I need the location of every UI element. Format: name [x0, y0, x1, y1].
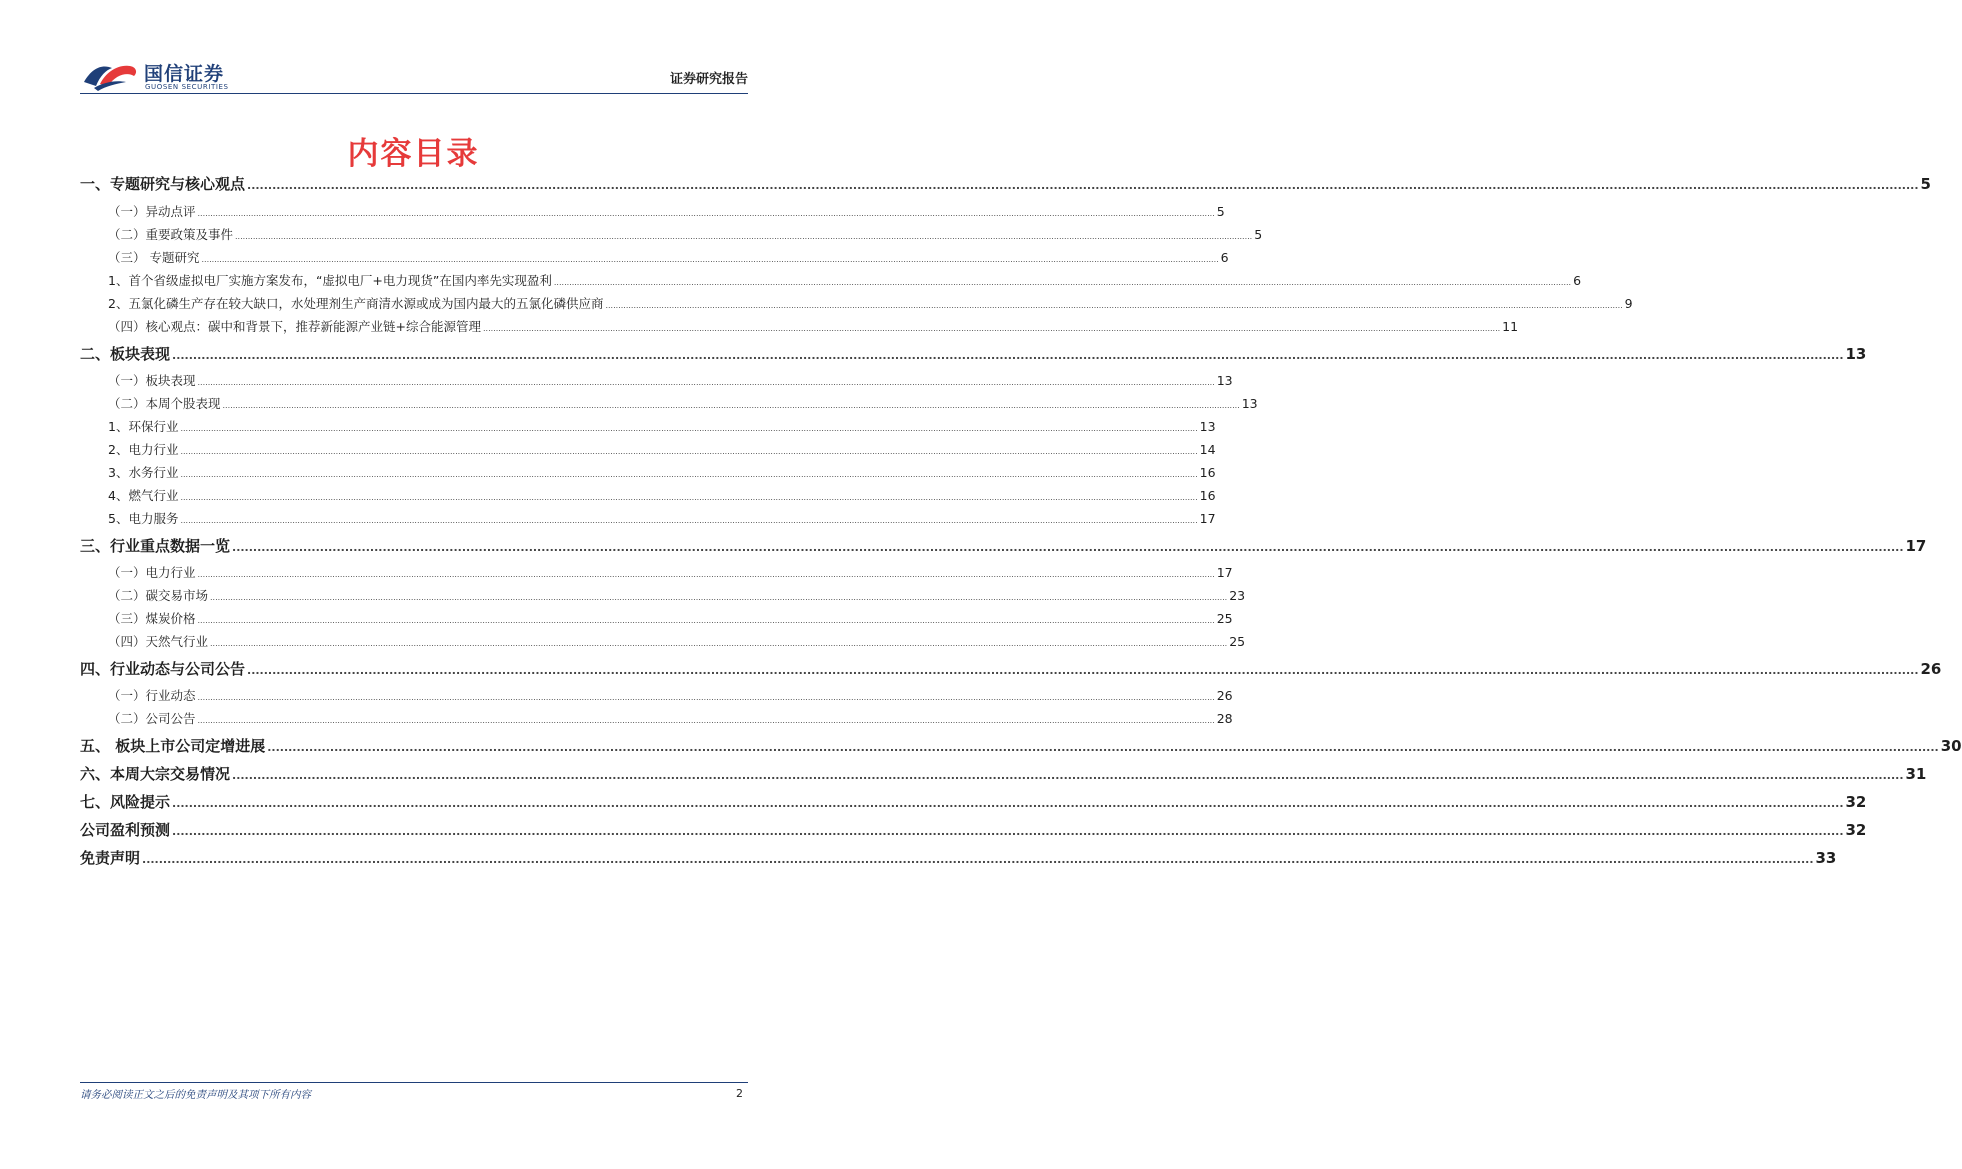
toc-entry[interactable]	[80, 709, 1233, 727]
toc-entry[interactable]	[80, 294, 1633, 312]
toc-leader-dots: ................................................................................................................................................................................................................................................................................................................................................................................................................	[172, 797, 1844, 810]
toc-entry-page: 23	[1229, 588, 1246, 603]
toc-entry-page: 13	[1845, 345, 1867, 363]
toc-entry[interactable]	[80, 847, 1837, 869]
toc-entry-page: 17	[1199, 511, 1216, 526]
toc-entry-page: 17	[1216, 565, 1233, 580]
toc-entry[interactable]	[80, 173, 1931, 195]
toc-entry[interactable]	[80, 509, 1216, 527]
toc-entry-label: （三） 专题研究	[108, 250, 200, 265]
toc-entry-page: 5	[1216, 204, 1225, 219]
toc-entry[interactable]	[80, 486, 1216, 504]
toc-title: 内容目录	[347, 136, 480, 172]
toc-entry-page: 25	[1216, 611, 1233, 626]
toc-entry-page: 13	[1199, 419, 1216, 434]
toc-leader-dots: ................................................................................................................................................................................................................................................................................................................................................................................................................	[605, 301, 1623, 310]
toc-leader-dots: ................................................................................................................................................................................................................................................................................................................................................................................................................	[172, 825, 1844, 838]
toc-entry-label: （一）板块表现	[108, 373, 196, 388]
toc-leader-dots: ................................................................................................................................................................................................................................................................................................................................................................................................................	[197, 616, 1215, 625]
toc-entry-page: 14	[1199, 442, 1216, 457]
toc-leader-dots: ................................................................................................................................................................................................................................................................................................................................................................................................................	[197, 378, 1215, 387]
toc-entry-label: 1、环保行业	[108, 419, 179, 434]
toc-entry-page: 13	[1241, 396, 1258, 411]
toc-entry-label: 五、 板块上市公司定增进展	[80, 737, 266, 755]
toc-entry-label: 1、首个省级虚拟电厂实施方案发布，“虚拟电厂+电力现货”在国内率先实现盈利	[108, 273, 552, 288]
toc-entry[interactable]	[80, 463, 1216, 481]
toc-leader-dots: ................................................................................................................................................................................................................................................................................................................................................................................................................	[247, 179, 1919, 192]
toc-entry-page: 26	[1216, 688, 1233, 703]
toc-entry-page: 9	[1624, 296, 1633, 311]
toc-entry[interactable]	[80, 371, 1233, 389]
toc-entry-label: （四）核心观点：碳中和背景下，推荐新能源产业链+综合能源管理	[108, 319, 481, 334]
toc-leader-dots: ................................................................................................................................................................................................................................................................................................................................................................................................................	[210, 639, 1228, 648]
toc-entry[interactable]	[80, 271, 1582, 289]
toc-leader-dots: ................................................................................................................................................................................................................................................................................................................................................................................................................	[482, 324, 1501, 333]
toc-entry-page: 25	[1229, 634, 1246, 649]
toc-entry[interactable]	[80, 343, 1867, 365]
guosen-logo-icon	[80, 58, 140, 92]
toc-entry[interactable]	[80, 563, 1233, 581]
toc-entry-label: 七、风险提示	[80, 793, 171, 811]
toc-entry-page: 28	[1216, 711, 1233, 726]
toc-entry-label: 一、专题研究与核心观点	[80, 175, 246, 193]
toc-entry-label: （三）煤炭价格	[108, 611, 196, 626]
toc-entry-page: 16	[1199, 488, 1216, 503]
toc-entry-label: 二、板块表现	[80, 345, 171, 363]
report-type-label: 证券研究报告	[669, 72, 748, 87]
toc-entry[interactable]	[80, 202, 1225, 220]
footer-divider	[80, 1082, 748, 1083]
toc-entry-label: （四）天然气行业	[108, 634, 209, 649]
toc-entry-page: 6	[1220, 250, 1229, 265]
toc-entry[interactable]	[80, 791, 1867, 813]
toc-leader-dots: ................................................................................................................................................................................................................................................................................................................................................................................................................	[180, 493, 1198, 502]
toc-entry-label: 2、电力行业	[108, 442, 179, 457]
toc-entry-page: 6	[1573, 273, 1582, 288]
toc-entry[interactable]	[80, 632, 1246, 650]
toc-entry-label: （一）行业动态	[108, 688, 196, 703]
toc-entry[interactable]	[80, 417, 1216, 435]
toc-entry-page: 5	[1254, 227, 1263, 242]
toc-leader-dots: ................................................................................................................................................................................................................................................................................................................................................................................................................	[197, 570, 1215, 579]
toc-entry[interactable]	[80, 317, 1519, 335]
page-header	[80, 56, 748, 96]
toc-entry[interactable]	[80, 394, 1258, 412]
toc-leader-dots: ................................................................................................................................................................................................................................................................................................................................................................................................................	[232, 541, 1904, 554]
toc-entry-label: 2、五氯化磷生产存在较大缺口，水处理剂生产商清水源或成为国内最大的五氯化磷供应商	[108, 296, 604, 311]
toc-entry-label: （一）电力行业	[108, 565, 196, 580]
toc-entry-label: 三、行业重点数据一览	[80, 537, 231, 555]
toc-entry-label: 4、燃气行业	[108, 488, 179, 503]
toc-entry[interactable]	[80, 819, 1867, 841]
toc-entry-label: 5、电力服务	[108, 511, 179, 526]
page-number: 2	[736, 1087, 743, 1100]
toc-entry-label: （二）公司公告	[108, 711, 196, 726]
brand-name: 国信证券	[144, 63, 225, 85]
footer-disclaimer-note: 请务必阅读正文之后的免责声明及其项下所有内容	[80, 1089, 311, 1101]
toc-entry-page: 31	[1905, 765, 1927, 783]
toc-entry-page: 32	[1845, 821, 1867, 839]
toc-leader-dots: ................................................................................................................................................................................................................................................................................................................................................................................................................	[222, 401, 1240, 410]
toc-leader-dots: ................................................................................................................................................................................................................................................................................................................................................................................................................	[142, 853, 1814, 866]
toc-leader-dots: ................................................................................................................................................................................................................................................................................................................................................................................................................	[267, 741, 1939, 754]
toc-leader-dots: ................................................................................................................................................................................................................................................................................................................................................................................................................	[553, 278, 1572, 287]
toc-entry-page: 17	[1905, 537, 1927, 555]
toc-entry[interactable]	[80, 609, 1233, 627]
toc-leader-dots: ................................................................................................................................................................................................................................................................................................................................................................................................................	[232, 769, 1904, 782]
toc-entry[interactable]	[80, 686, 1233, 704]
toc-entry[interactable]	[80, 658, 1942, 680]
toc-entry-page: 13	[1216, 373, 1233, 388]
toc-leader-dots: ................................................................................................................................................................................................................................................................................................................................................................................................................	[247, 664, 1919, 677]
toc-leader-dots: ................................................................................................................................................................................................................................................................................................................................................................................................................	[172, 349, 1844, 362]
toc-entry-label: 六、本周大宗交易情况	[80, 765, 231, 783]
toc-leader-dots: ................................................................................................................................................................................................................................................................................................................................................................................................................	[210, 593, 1228, 602]
header-divider	[80, 93, 748, 94]
toc-entry-page: 16	[1199, 465, 1216, 480]
toc-leader-dots: ................................................................................................................................................................................................................................................................................................................................................................................................................	[197, 209, 1215, 218]
toc-entry-page: 26	[1920, 660, 1942, 678]
toc-entry-label: 四、行业动态与公司公告	[80, 660, 246, 678]
brand-name-english: GUOSEN SECURITIES	[145, 83, 229, 91]
toc-entry[interactable]	[80, 735, 1962, 757]
toc-leader-dots: ................................................................................................................................................................................................................................................................................................................................................................................................................	[180, 470, 1198, 479]
toc-entry-label: （二）碳交易市场	[108, 588, 209, 603]
toc-entry-page: 32	[1845, 793, 1867, 811]
toc-entry-label: 3、水务行业	[108, 465, 179, 480]
toc-entry-page: 30	[1940, 737, 1962, 755]
toc-entry-page: 11	[1502, 319, 1519, 334]
toc-leader-dots: ................................................................................................................................................................................................................................................................................................................................................................................................................	[180, 516, 1198, 525]
toc-leader-dots: ................................................................................................................................................................................................................................................................................................................................................................................................................	[197, 716, 1215, 725]
toc-entry[interactable]	[80, 535, 1927, 557]
toc-entry-page: 5	[1920, 175, 1931, 193]
toc-entry-label: （二）重要政策及事件	[108, 227, 234, 242]
toc-entry[interactable]	[80, 440, 1216, 458]
toc-leader-dots: ................................................................................................................................................................................................................................................................................................................................................................................................................	[197, 693, 1215, 702]
toc-entry-label: 免责声明	[80, 849, 141, 867]
toc-entry-label: 公司盈利预测	[80, 821, 171, 839]
toc-entry-page: 33	[1815, 849, 1837, 867]
toc-entry[interactable]	[80, 248, 1229, 266]
toc-leader-dots: ................................................................................................................................................................................................................................................................................................................................................................................................................	[180, 447, 1198, 456]
toc-entry[interactable]	[80, 225, 1263, 243]
toc-leader-dots: ................................................................................................................................................................................................................................................................................................................................................................................................................	[201, 255, 1219, 264]
toc-leader-dots: ................................................................................................................................................................................................................................................................................................................................................................................................................	[180, 424, 1198, 433]
toc-entry-label: （一）异动点评	[108, 204, 196, 219]
toc-leader-dots: ................................................................................................................................................................................................................................................................................................................................................................................................................	[235, 232, 1253, 241]
toc-entry[interactable]	[80, 586, 1246, 604]
toc-entry-label: （二）本周个股表现	[108, 396, 221, 411]
toc-entry[interactable]	[80, 763, 1927, 785]
